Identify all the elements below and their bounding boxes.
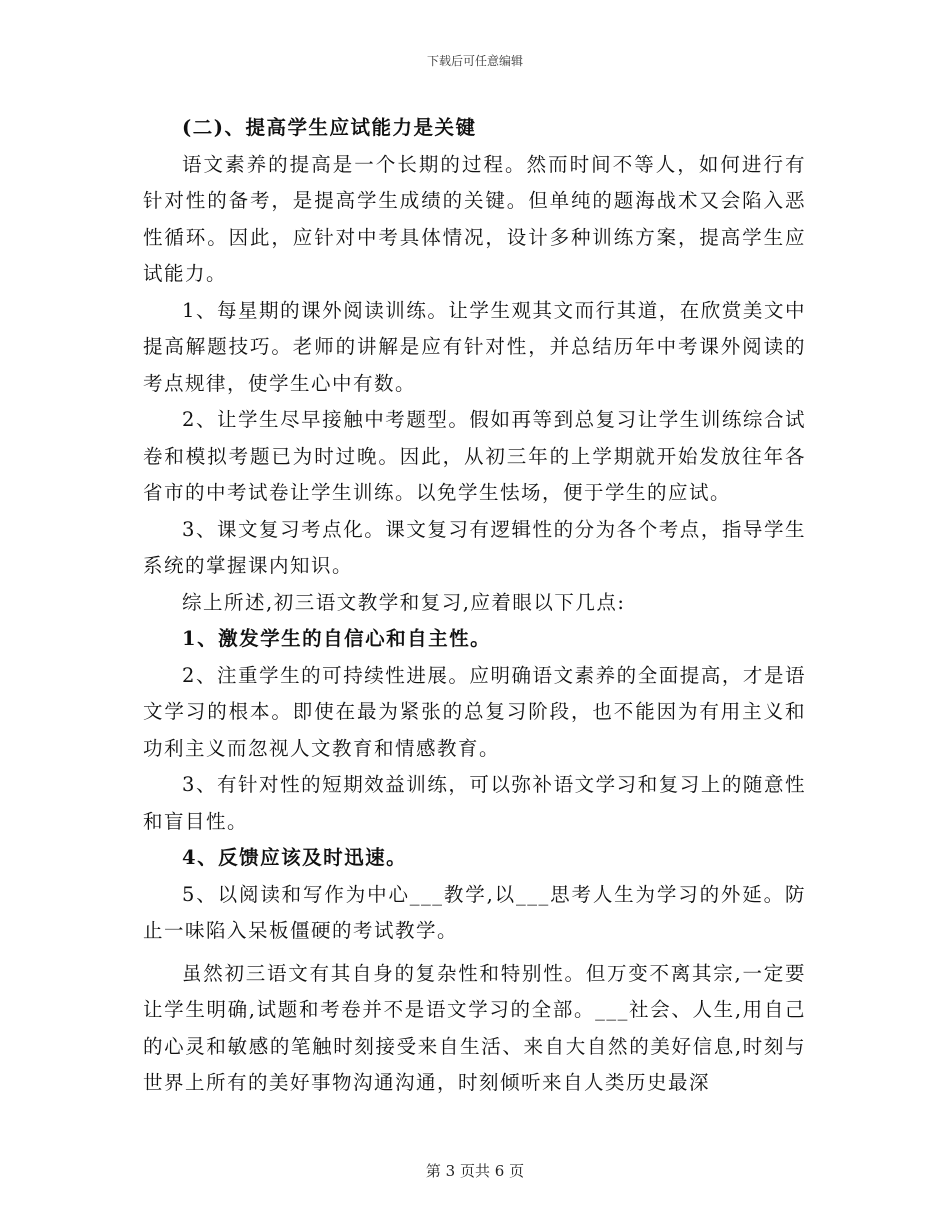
document-body	[143, 110, 806, 1102]
section-heading: (二)、提高学生应试能力是关键	[182, 116, 477, 139]
point-5: 5、以阅读和写作为中心___教学,以___思考人生为学习的外延。防止一味陷入呆板僵硬的考试教学。	[143, 882, 806, 942]
paragraph-item-3: 3、课文复习考点化。课文复习有逻辑性的分为各个考点，指导学生系统的掌握课内知识。	[143, 517, 806, 577]
point-4-heading: 4、反馈应该及时迅速。	[182, 846, 408, 869]
paragraph-item-2: 2、让学生尽早接触中考题型。假如再等到总复习让学生训练综合试卷和模拟考题已为时过晚。因此，从初三年的上学期就开始发放往年各省市的中考试卷让学生训练。以免学生怯场，便于学生的应试。	[143, 408, 806, 504]
page-header: 下载后可任意编辑	[426, 54, 523, 68]
paragraph-item-1: 1、每星期的课外阅读训练。让学生观其文而行其道，在欣赏美文中提高解题技巧。老师的讲解是应有针对性，并总结历年中考课外阅读的考点规律，使学生心中有数。	[143, 298, 806, 395]
point-1-heading: 1、激发学生的自信心和自主性。	[182, 627, 492, 650]
page-footer: 第 3 页共 6 页	[425, 1162, 525, 1180]
paragraph-summary: 综上所述,初三语文教学和复习,应着眼以下几点:	[182, 590, 626, 614]
paragraph-closing: 虽然初三语文有其自身的复杂性和特别性。但万变不离其宗,一定要让学生明确,试题和考卷并不是语文学习的全部。___社会、人生,用自己的心灵和敏感的笔触时刻接受来自生活、来自大自然的美好信息,时刻与世界上所有的美好事物沟通沟通，时刻倾听来自人类历史最深	[143, 961, 806, 1094]
point-3: 3、有针对性的短期效益训练，可以弥补语文学习和复习上的随意性和盲目性。	[143, 773, 806, 833]
paragraph-intro: 语文素养的提高是一个长期的过程。然而时间不等人，如何进行有针对性的备考，是提高学生成绩的关键。但单纯的题海战术又会陷入恶性循环。因此，应针对中考具体情况，设计多种训练方案，提高学生应试能力。	[143, 152, 806, 285]
point-2: 2、注重学生的可持续性进展。应明确语文素养的全面提高，才是语文学习的根本。即使在最为紧张的总复习阶段，也不能因为有用主义和功利主义而忽视人文教育和情感教育。	[143, 663, 806, 760]
